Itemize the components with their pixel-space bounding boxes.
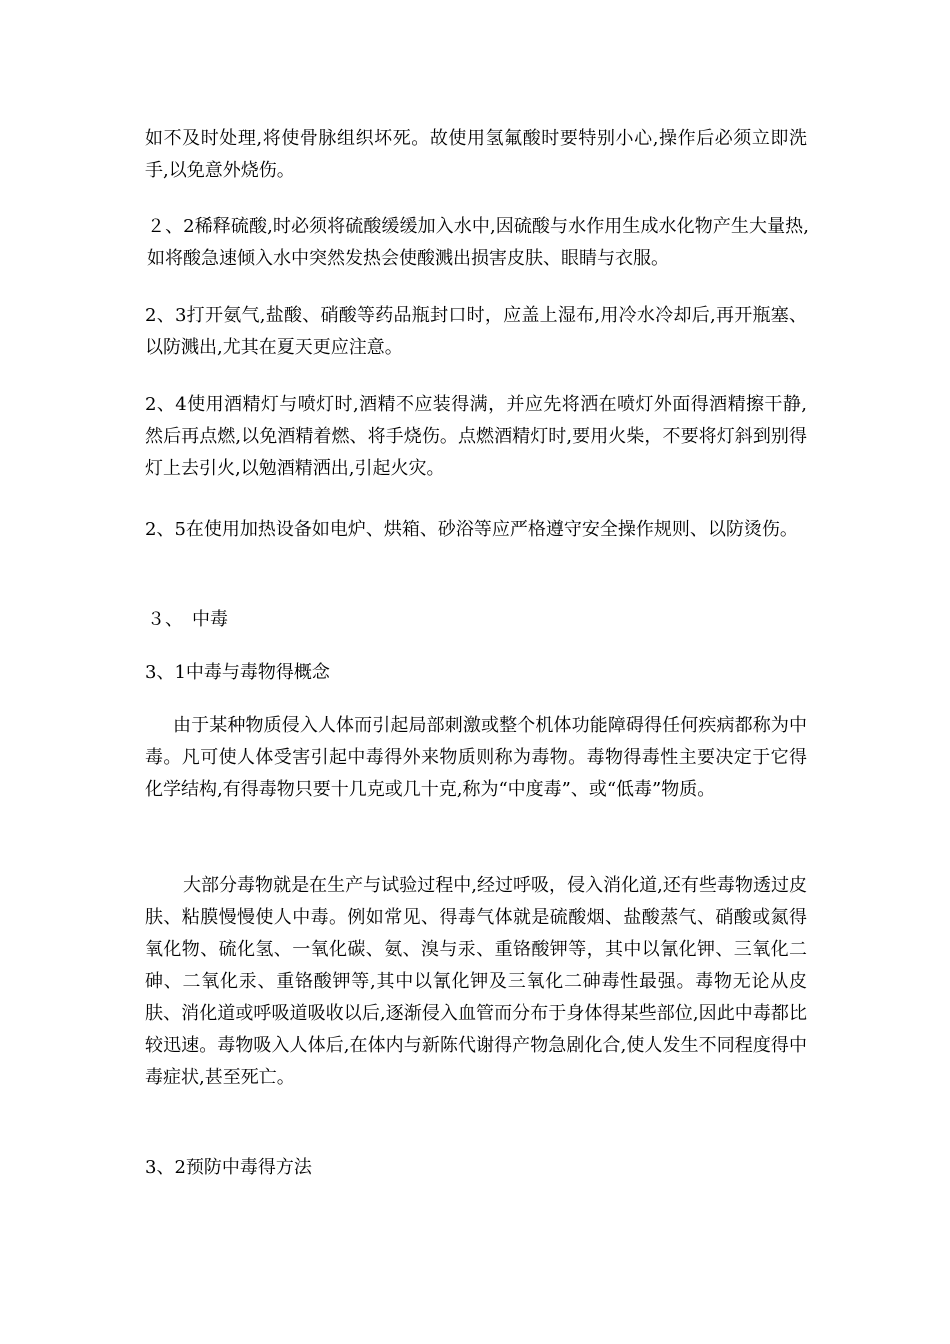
paragraph-2-5-heating-equipment: 2、5在使用加热设备如电炉、烘箱、砂浴等应严格遵守安全操作规则、以防烫伤。 [145,519,798,540]
subheading-3-1-concept: 3、1中毒与毒物得概念 [145,662,330,683]
paragraph-poison-sources: 大部分毒物就是在生产与试验过程中,经过呼吸，侵入消化道,还有些毒物透过皮肤、粘膜慢慢使人中毒。例如常见、得毒气体就是硫酸烟、盐酸蒸气、硝酸或氮得氧化物、硫化氢、一氧化碳、氨、溴与汞、重铬酸钾等，其中以氰化钾、三氧化二砷、二氧化汞、重铬酸钾等,其中以氰化钾及三氧化二砷毒性最强。毒物无论从皮肤、消化道或呼吸道吸收以后,逐渐侵入血管而分布于身体得某些部位,因此中毒都比较迅速。毒物吸入人体后,在体内与新陈代谢得产物急剧化合,使人发生不同程度得中毒症状,甚至死亡。 [145,875,807,1088]
section-heading-3-poisoning: ３、 中毒 [147,609,228,630]
paragraph-hf-acid-continued: 如不及时处理,将使骨脉组织坏死。故使用氢氟酸时要特别小心,操作后必须立即洗手,以免意外烧伤。 [145,128,807,181]
paragraph-2-4-alcohol-lamp: 2、4使用酒精灯与喷灯时,酒精不应装得满，并应先将洒在喷灯外面得酒精擦干静,然后再点燃,以免酒精着燃、将手烧伤。点燃酒精灯时,要用火柴，不要将灯斜到别得灯上去引火,以勉酒精洒出,引起火灾。 [145,394,807,479]
paragraph-poisoning-definition: 由于某种物质侵入人体而引起局部刺激或整个机体功能障碍得任何疾病都称为中毒。凡可使人体受害引起中毒得外来物质则称为毒物。毒物得毒性主要决定于它得化学结构,有得毒物只要十几克或几十克,称为“中度毒”、或“低毒”物质。 [145,715,807,800]
subheading-3-2-prevention: 3、2预防中毒得方法 [145,1157,312,1178]
paragraph-2-3-open-bottles: 2、3打开氨气,盐酸、硝酸等药品瓶封口时，应盖上湿布,用冷水冷却后,再开瓶塞、以防溅出,尤其在夏天更应注意。 [145,305,807,358]
paragraph-2-2-dilute-sulfuric: ２、2稀释硫酸,时必须将硫酸缓缓加入水中,因硫酸与水作用生成水化物产生大量热,如将酸急速倾入水中突然发热会使酸溅出损害皮肤、眼睛与衣服。 [147,216,809,269]
